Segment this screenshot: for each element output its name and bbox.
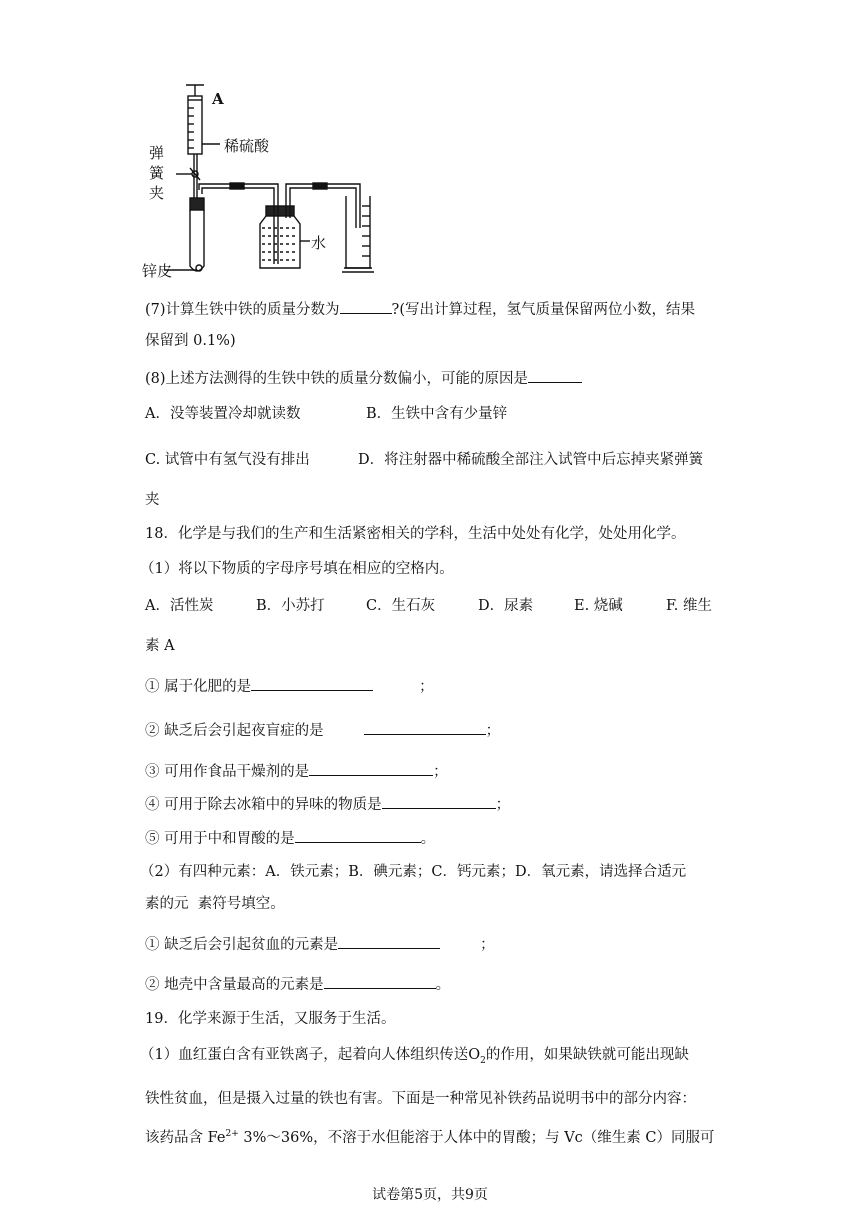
page-footer: 试卷第5页，共9页 xyxy=(372,1187,488,1203)
label-zinc-sheet: 锌皮 xyxy=(142,262,173,280)
q17-part8-blank[interactable] xyxy=(528,368,582,383)
q17-option-d[interactable]: D．将注射器中稀硫酸全部注入试管中后忘掉夹紧弹簧 xyxy=(358,452,704,468)
q18-choice-e: E. 烧碱 xyxy=(574,598,623,614)
q18-item-4: ④ 可用于除去冰箱中的异味的物质是 ； xyxy=(145,794,510,815)
q18-choice-f: F. 维生 xyxy=(666,598,713,614)
q17-option-b[interactable]: B．生铁中含有少量锌 xyxy=(366,406,508,422)
q18-item-2: ② 缺乏后会引起夜盲症的是 ； xyxy=(145,720,500,741)
q18-item-5: ⑤ 可用于中和胃酸的是 。 xyxy=(145,828,435,849)
q18-item-3-blank[interactable] xyxy=(309,761,433,776)
q18-choice-d: D．尿素 xyxy=(478,598,534,614)
q18-item-4-blank[interactable] xyxy=(382,794,496,809)
q18-item-3: ③ 可用作食品干燥剂的是 ； xyxy=(145,761,448,782)
q17-part7-blank[interactable] xyxy=(340,299,392,314)
experiment-apparatus-figure xyxy=(138,78,378,283)
q18-element-1-blank[interactable] xyxy=(338,934,440,949)
q17-option-d-continued: 夹 xyxy=(145,492,160,508)
label-a: A xyxy=(212,90,224,108)
q17-option-a[interactable]: A．没等装置冷却就读数 xyxy=(145,406,301,422)
q17-part7-line1: (7)计算生铁中铁的质量分数为 ?(写出计算过程，氢气质量保留两位小数，结果 xyxy=(145,299,695,320)
q18-element-1: ① 缺乏后会引起贫血的元素是 ； xyxy=(145,934,495,955)
q19-part1-line3: 该药品含 $Fe^{2+}$ 3%～36%，不溶于水但能溶于人体中的胃酸；与 Vc（维生素 C）同服可 xyxy=(145,1129,715,1146)
q18-choice-c: C．生石灰 xyxy=(366,598,436,614)
q18-part2-line1: （2）有四种元素：A．铁元素；B．碘元素；C．钙元素；D．氧元素，请选择合适元 xyxy=(140,864,687,880)
q18-choice-b: B．小苏打 xyxy=(256,598,325,614)
label-spring-clamp-3: 夹 xyxy=(149,184,165,202)
q18-item-5-blank[interactable] xyxy=(295,828,421,843)
q19-part1-line2: 铁性贫血，但是摄入过量的铁也有害。下面是一种常见补铁药品说明书中的部分内容： xyxy=(145,1091,696,1107)
q18-element-2: ② 地壳中含量最高的元素是 。 xyxy=(145,974,450,995)
label-spring-clamp-2: 簧 xyxy=(149,164,165,182)
q18-item-2-blank[interactable] xyxy=(364,720,486,735)
q19-stem: 19．化学来源于生活，又服务于生活。 xyxy=(145,1011,396,1027)
q17-part7-line2: 保留到 0.1%) xyxy=(145,333,236,349)
q19-part1-line1: （1）血红蛋白含有亚铁离子，起着向人体组织传送$O_2$的作用，如果缺铁就可能出现缺 xyxy=(140,1047,689,1066)
q18-choice-a: A．活性炭 xyxy=(145,598,214,614)
q18-part2-line2: 素的元 素符号填空。 xyxy=(145,896,285,912)
q18-item-1: ① 属于化肥的是 ； xyxy=(145,676,434,697)
q18-element-2-blank[interactable] xyxy=(324,974,436,989)
q18-part1-instruction: （1）将以下物质的字母序号填在相应的空格内。 xyxy=(140,561,454,577)
q18-choice-f-continued: 素 A xyxy=(145,638,175,654)
q18-stem: 18．化学是与我们的生产和生活紧密相关的学科，生活中处处有化学，处处用化学。 xyxy=(145,526,686,542)
q17-option-c[interactable]: C. 试管中有氢气没有排出 xyxy=(145,452,310,468)
label-spring-clamp-1: 弹 xyxy=(149,144,165,162)
q17-part8: (8)上述方法测得的生铁中铁的质量分数偏小，可能的原因是 xyxy=(145,368,582,389)
label-water: 水 xyxy=(311,234,327,252)
label-dilute-sulfuric-acid: 稀硫酸 xyxy=(224,137,270,155)
q18-item-1-blank[interactable] xyxy=(251,676,373,691)
apparatus-drawing xyxy=(138,78,378,283)
